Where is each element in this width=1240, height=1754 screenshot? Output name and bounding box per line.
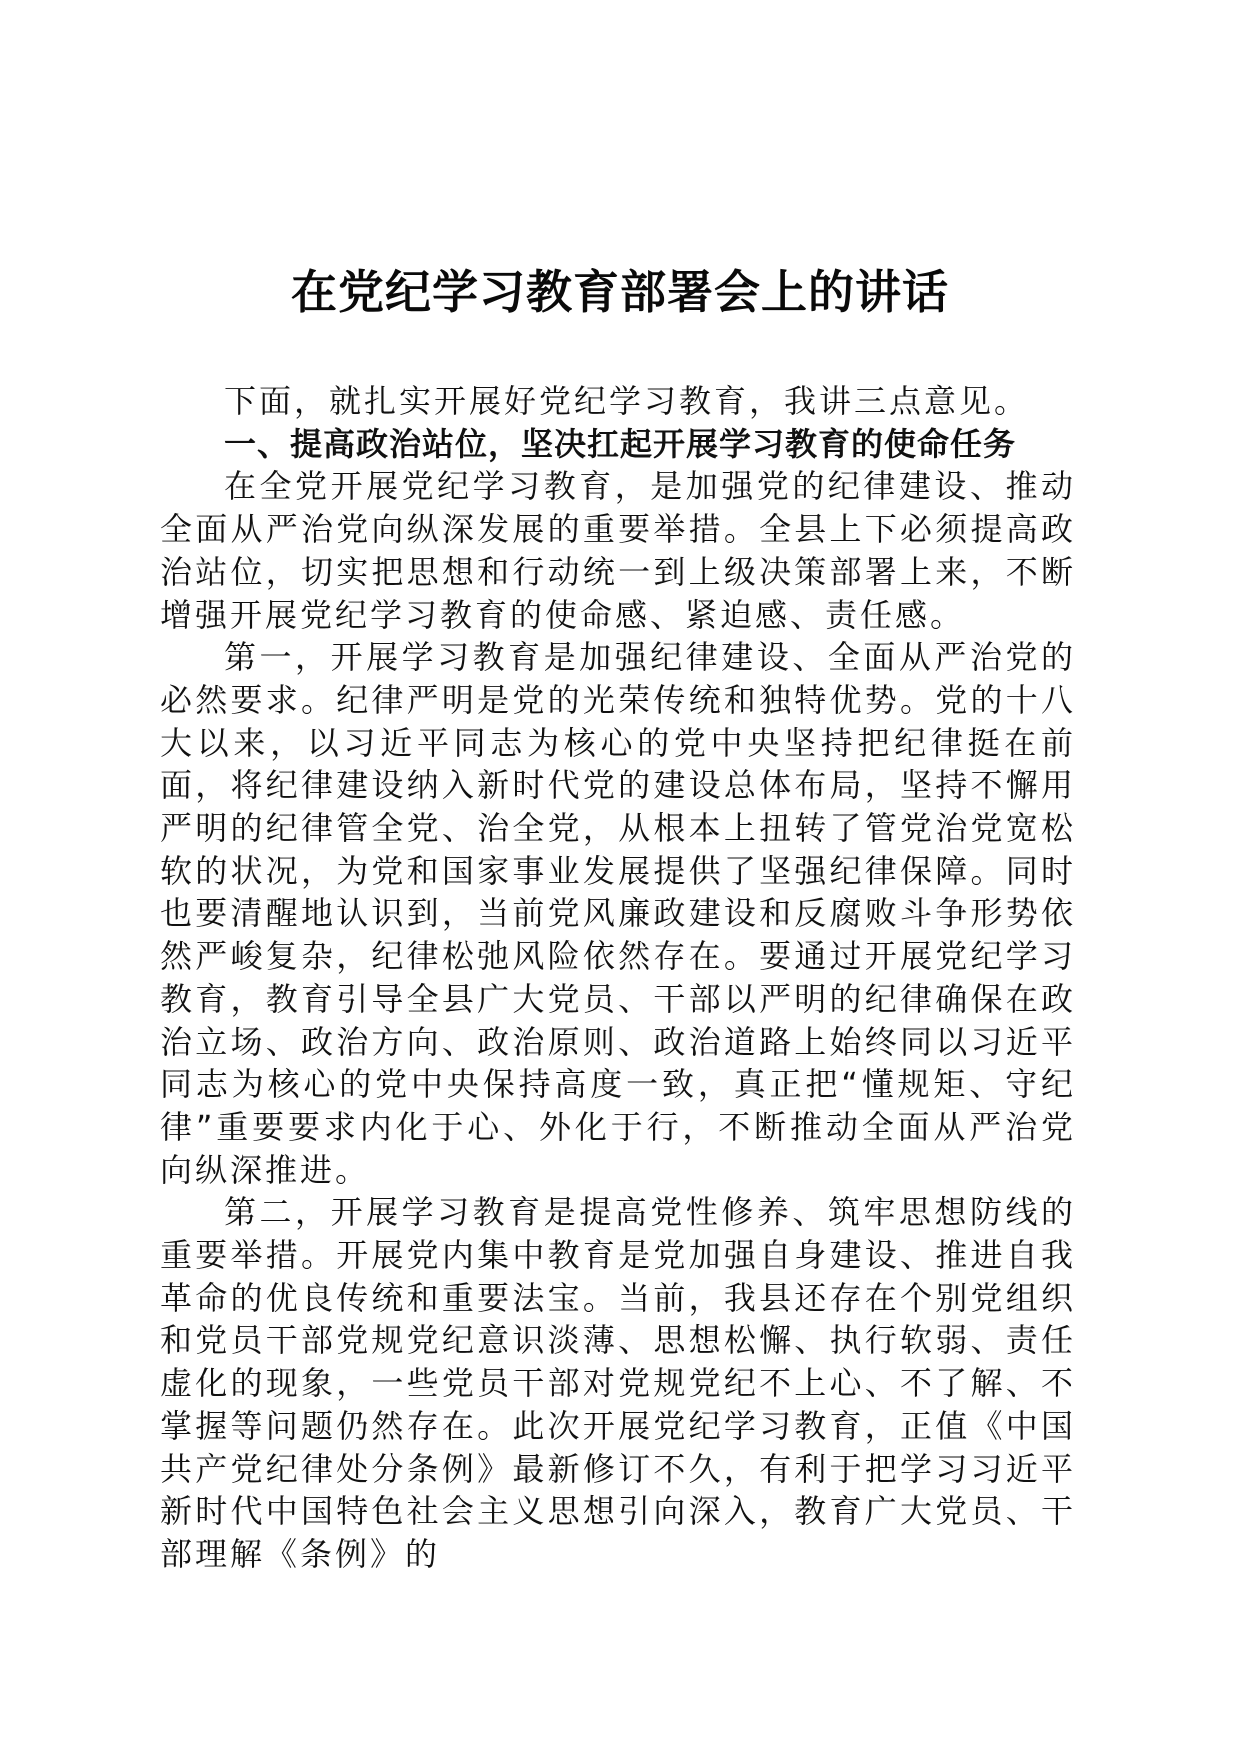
paragraph-section-1-intro: 在全党开展党纪学习教育，是加强党的纪律建设、推动全面从严治党向纵深发展的重要举措。全县上下必须提高政治站位，切实把思想和行动统一到上级决策部署上来，不断增强开展党纪学习教育的使命感、紧迫感、责任感。 bbox=[160, 467, 1076, 634]
paragraph-intro: 下面，就扎实开展好党纪学习教育，我讲三点意见。 bbox=[224, 382, 1030, 420]
paragraph-point-1: 第一，开展学习教育是加强纪律建设、全面从严治党的必然要求。纪律严明是党的光荣传统和独特优势。党的十八大以来，以习近平同志为核心的党中央坚持把纪律挺在前面，将纪律建设纳入新时代党的建设总体布局，坚持不懈用严明的纪律管全党、治全党，从根本上扭转了管党治党宽松软的状况，为党和国家事业发展提供了坚强纪律保障。同时也要清醒地认识到，当前党风廉政建设和反腐败斗争形势依然严峻复杂，纪律松弛风险依然存在。要通过开展党纪学习教育，教育引导全县广大党员、干部以严明的纪律确保在政治立场、政治方向、政治原则、政治道路上始终同以习近平同志为核心的党中央保持高度一致，真正把“懂规矩、守纪律”重要要求内化于心、外化于行，不断推动全面从严治党向纵深推进。 bbox=[160, 638, 1076, 1189]
section-heading-1: 一、提高政治站位，坚决扛起开展学习教育的使命任务 bbox=[224, 424, 1017, 463]
paragraph-point-2: 第二，开展学习教育是提高党性修养、筑牢思想防线的重要举措。开展党内集中教育是党加强自身建设、推进自我革命的优良传统和重要法宝。当前，我县还存在个别党组织和党员干部党规党纪意识淡薄、思想松懈、执行软弱、责任虚化的现象，一些党员干部对党规党纪不上心、不了解、不掌握等问题仍然存在。此次开展党纪学习教育，正值《中国共产党纪律处分条例》最新修订不久，有利于把学习习近平新时代中国特色社会主义思想引向深入，教育广大党员、干部理解《条例》的 bbox=[160, 1193, 1076, 1573]
document-title: 在党纪学习教育部署会上的讲话 bbox=[291, 265, 949, 319]
document-body bbox=[160, 380, 1076, 1576]
